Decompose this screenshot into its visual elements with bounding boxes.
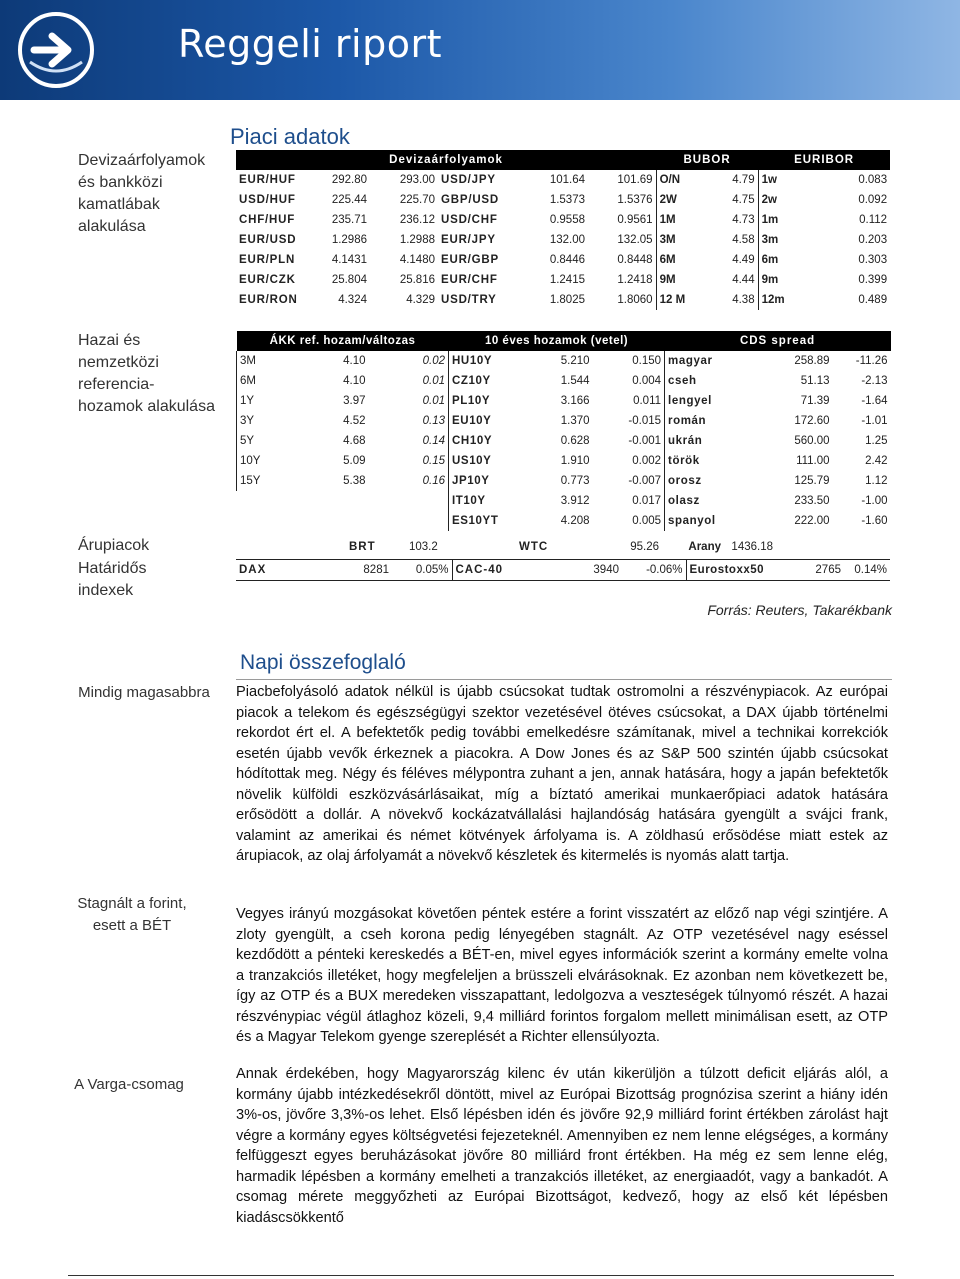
yield-cell: olasz — [665, 491, 771, 511]
yield-cell: PL10Y — [449, 391, 531, 411]
fx-cell: 225.70 — [399, 194, 435, 206]
fx-cell: 4.1431 — [331, 254, 367, 266]
fx-cell: 132.05 — [617, 234, 653, 246]
yield-cell: 0.004 — [632, 375, 662, 387]
yield-cell — [301, 491, 369, 511]
report-title: Reggeli riport — [178, 22, 442, 66]
yield-cell: 111.00 — [796, 455, 830, 467]
footer-rule — [68, 1275, 894, 1276]
yield-cell: US10Y — [449, 451, 531, 471]
fx-cell: 0.489 — [858, 294, 888, 306]
yield-cell: 0.005 — [632, 515, 662, 527]
fx-cell: EUR/CHF — [441, 274, 498, 286]
yield-cell: 0.011 — [633, 395, 662, 407]
fx-cell: EUR/RON — [239, 294, 298, 306]
fx-cell: 1.2415 — [549, 274, 585, 286]
fx-table-body — [236, 170, 890, 310]
sidebar-yields-label: Hazai és nemzetközi referencia- hozamok alakulása — [78, 332, 215, 415]
yield-cell: 1.12 — [865, 475, 888, 487]
index-change: -0.06% — [646, 564, 683, 576]
yield-cell: 0.017 — [632, 495, 662, 507]
yield-cell: 5Y — [237, 431, 301, 451]
yield-cell: -1.60 — [861, 515, 888, 527]
yield-cell: 3.166 — [560, 395, 590, 407]
yield-cell: 0.002 — [632, 455, 662, 467]
yield-cell: spanyol — [665, 511, 771, 531]
fx-cell: O/N — [656, 170, 710, 190]
summary-paragraph: Piacbefolyásoló adatok nélkül is újabb csúcsokat tudtak ostromolni a részvénypiacok. Az európai piacok a telekom és egészségügyi szektor vezetésével ötéves csúcsokat, a DAX újabb történelmi rekordot ért el. A befektetők pedig további emelkedésre számítanak, mivel a technikai korrekciók esetén újabb vevők érkeznek a piacokra. A Dow Jones és az S&P 500 szintén újabb csúcsokat hódítottak meg. Négy és féléves mélypontra zuhant a jen, annak hatására, hogy a japán befektetők növelik külföldi eszközvásárlásaikat, míg a bíztató amerikai munkaerőpiaci adatok hatására erősödött a dollár. A növekvő kockázatvállalási hajlandóság hatására gyengült a svájci frank, valamint az amerikai és német kötvények árfolyama is. A zöldhasú erősödése miatt estek az árupiacok, az olaj árfolyamát a növekvő készletek és kitermelés is nyomás alatt tartja. — [236, 684, 888, 864]
yield-cell: 0.15 — [422, 455, 446, 467]
euribor-header: EURIBOR — [758, 150, 890, 170]
yield-cell: 4.52 — [343, 415, 366, 427]
yield-cell: orosz — [665, 471, 771, 491]
yield-cell: 15Y — [237, 471, 301, 491]
yield-cell: román — [665, 411, 771, 431]
yield-cell: 0.16 — [422, 475, 446, 487]
fx-cell: 0.203 — [858, 234, 888, 246]
yield-cell: -11.26 — [855, 355, 888, 367]
commodity-name: Arany — [688, 541, 721, 553]
fx-cell: 1.2986 — [331, 234, 367, 246]
yield-row — [237, 411, 891, 431]
fx-cell: 2W — [656, 190, 710, 210]
yield-cell: -1.01 — [861, 415, 888, 427]
commodity-name: WTC — [519, 541, 549, 553]
fx-cell: 101.69 — [617, 174, 653, 186]
sidebar-fx-label: Devizaárfolyamok és bankközi kamatlábak alakulása — [78, 152, 206, 235]
fx-cell: 4.75 — [732, 194, 755, 206]
yield-cell: -0.001 — [628, 435, 662, 447]
yield-cell: 233.50 — [794, 495, 830, 507]
fx-cell: 0.8448 — [617, 254, 653, 266]
index-change: 0.14% — [854, 564, 887, 576]
fx-cell: 1.5376 — [617, 194, 653, 206]
yield-cell: 0.150 — [632, 355, 662, 367]
yield-cell: 1.370 — [560, 415, 590, 427]
fx-cell: 4.58 — [732, 234, 755, 246]
fx-cell: EUR/GBP — [441, 254, 499, 266]
fx-cell: USD/HUF — [239, 194, 296, 206]
fx-cell: 0.8446 — [549, 254, 585, 266]
yield-cell — [369, 491, 449, 511]
summary-title: Napi összefoglaló — [240, 651, 406, 674]
fx-cell: 0.083 — [858, 174, 888, 186]
yield-cell: -2.13 — [861, 375, 888, 387]
fx-cell: 1.8060 — [617, 294, 653, 306]
index-change: 0.05% — [415, 564, 449, 576]
summary-paragraph: Vegyes irányú mozgásokat követően péntek estére a forint visszatért az előző nap végi szintjére. A zloty gyengült, a cseh korona pedig lényegében stagnált. Az OTP vezetésével nagy eséssel kezdődött a pénteki kereskedés a BÉT-en, mivel egyes információk szerint a kormány emelte volna a tranzakciós illetéket, hogy megfeleljen a brüsszeli elvárásoknak. Ez azonban nem következett be, így az OTP és a BUX meredeken visszapattant, ledolgozva a veszteségek túlnyomó részét. A hazai részvénypiac végül átlaghoz közeli, 9,4 milliárd forintos forgalom mellett minimálisan esett, az OTP és a Magyar Telekom gyenge szereplését a Richter ellensúlyozta. — [236, 906, 888, 1045]
fx-cell: 1.2988 — [399, 234, 435, 246]
yield-cell: 560.00 — [794, 435, 830, 447]
yield-cell: CH10Y — [449, 431, 531, 451]
logo-icon — [16, 10, 96, 90]
yield-cell: JP10Y — [449, 471, 531, 491]
index-value: 8281 — [363, 564, 389, 576]
yield-cell — [237, 491, 301, 511]
yield-cell: EU10Y — [449, 411, 531, 431]
yield-table — [236, 331, 891, 531]
yield-cell: 4.10 — [343, 355, 366, 367]
fx-cell: USD/TRY — [441, 294, 497, 306]
futures-table — [236, 559, 890, 581]
header-banner — [0, 0, 960, 100]
yield-cell: 1.25 — [865, 435, 888, 447]
yield-cell: török — [665, 451, 771, 471]
yield-cell: 0.13 — [422, 415, 446, 427]
fx-row — [236, 170, 890, 190]
yield-cell: 0.01 — [422, 375, 446, 387]
fx-cell: 132.00 — [549, 234, 585, 246]
news-heading-2: Stagnált a forint, esett a BÉT — [77, 895, 187, 934]
news-heading-1: Mindig magasabbra — [78, 684, 210, 701]
fx-cell: 4.79 — [732, 174, 755, 186]
fx-cell: 1M — [656, 210, 710, 230]
yield-cell: 10Y — [237, 451, 301, 471]
commodity-value: 1436.18 — [731, 541, 773, 553]
summary-title-underline — [236, 679, 892, 680]
yield-cell: 71.39 — [800, 395, 830, 407]
source-note: Forrás: Reuters, Takarékbank — [707, 602, 892, 618]
fx-cell: USD/CHF — [441, 214, 498, 226]
fx-cell: 12m — [758, 290, 820, 310]
yield-cell: 2.42 — [865, 455, 888, 467]
yield-cell: 258.89 — [794, 355, 830, 367]
fx-cell: EUR/JPY — [441, 234, 496, 246]
yield-cell: CZ10Y — [449, 371, 531, 391]
yield-row — [237, 451, 891, 471]
yield-cell: 0.773 — [560, 475, 590, 487]
yield-row — [237, 471, 891, 491]
index-name: DAX — [239, 564, 267, 576]
fx-cell: 4.38 — [732, 294, 755, 306]
fx-cell: 1m — [758, 210, 820, 230]
summary-paragraph: Annak érdekében, hogy Magyarország kilenc év után kikerüljön a túlzott deficit eljárás alól, a kormány újabb intézkedésekről döntött, mivel az Európai Bizottság prognózisa szerint a hiány idén 3%-os, jövőre 3,3%-os lehet. Első lépésben idén és jövőre 92,9 milliárd forint értékben zárolást hajt végre a kormány egyes költségvetési fejezeteknél. Amennyiben ez nem lenne elégséges, a kormány felfüggeszt egyes beruházásokat jövőre 80 milliárd front értékben. Ha még ez sem lenne elég, harmadik lépésben a kormány emelheti a tranzakciós illetéket, az energiaadót, vagy a bankadót. A csomag mérete meggyőzheti az Európai Bizottságot, kedvező, hogy az első két lépésben kiadáscsökkentő — [236, 1066, 888, 1226]
yield-row — [237, 491, 891, 511]
fx-row — [236, 210, 890, 230]
fx-cell: 25.804 — [331, 274, 367, 286]
yield-cell: ES10YT — [449, 511, 531, 531]
fx-cell: 25.816 — [399, 274, 435, 286]
fx-cell: 1.2418 — [617, 274, 653, 286]
fx-cell: 4.73 — [732, 214, 755, 226]
fx-cell: 235.71 — [331, 214, 367, 226]
yield-table-header — [237, 331, 891, 351]
fx-cell: 9m — [758, 270, 820, 290]
yield-cell: 3.912 — [560, 495, 590, 507]
commodity-value: 95.26 — [630, 541, 659, 553]
fx-cell: 6M — [656, 250, 710, 270]
yield-cell: 5.210 — [560, 355, 590, 367]
fx-table-header — [236, 150, 890, 170]
yield-cell: 3.97 — [343, 395, 366, 407]
yield-cell — [369, 511, 449, 531]
fx-cell: 9M — [656, 270, 710, 290]
fx-cell: 2w — [758, 190, 820, 210]
fx-cell: 225.44 — [331, 194, 367, 206]
yield-cell — [237, 511, 301, 531]
fx-cell: 0.303 — [858, 254, 888, 266]
fx-cell: 4.1480 — [399, 254, 435, 266]
fx-cell: 4.44 — [732, 274, 755, 286]
fx-cell: 1w — [758, 170, 820, 190]
yield-cell: IT10Y — [449, 491, 531, 511]
yield-row — [237, 391, 891, 411]
index-name: CAC-40 — [452, 560, 564, 581]
fx-cell: 101.64 — [549, 174, 585, 186]
fx-cell: 0.9558 — [549, 214, 585, 226]
fx-cell: 0.9561 — [617, 214, 653, 226]
fx-cell: 292.80 — [331, 174, 367, 186]
fx-cell: EUR/USD — [239, 234, 297, 246]
sidebar-commodities-label: Árupiacok — [78, 537, 150, 554]
sidebar-futures-label: Határidős indexek — [78, 560, 147, 599]
yield-cell: 172.60 — [794, 415, 830, 427]
yield-cell: 4.68 — [343, 435, 366, 447]
commodities-table — [236, 537, 776, 557]
section-title: Piaci adatok — [230, 124, 350, 149]
fx-cell: 12 M — [656, 290, 710, 310]
yield-cell: 125.79 — [794, 475, 830, 487]
fx-cell: 0.399 — [858, 274, 888, 286]
fx-cell: 3m — [758, 230, 820, 250]
fx-row — [236, 190, 890, 210]
yield-cell: 3Y — [237, 411, 301, 431]
fx-row — [236, 270, 890, 290]
yield-cell: -0.015 — [628, 415, 662, 427]
fx-cell: 4.49 — [732, 254, 755, 266]
fx-cell: 1.8025 — [549, 294, 585, 306]
fx-cell: 0.112 — [859, 214, 888, 226]
fx-cell: 4.329 — [406, 294, 435, 306]
yield-cell: -1.00 — [861, 495, 888, 507]
fx-cell: 293.00 — [399, 174, 435, 186]
yield-cell: 4.10 — [343, 375, 366, 387]
fx-cell: 0.092 — [858, 194, 888, 206]
yield-cell: 1.544 — [560, 375, 590, 387]
akk-header: ÁKK ref. hozam/változas — [237, 331, 449, 351]
yield-cell: HU10Y — [449, 351, 531, 371]
yield-cell: 4.208 — [560, 515, 590, 527]
yield-row — [237, 371, 891, 391]
yield-cell: 0.628 — [560, 435, 590, 447]
yield-cell: 5.38 — [343, 475, 366, 487]
fx-cell: 3M — [656, 230, 710, 250]
yield-cell: 0.02 — [422, 355, 446, 367]
fx-cell: EUR/CZK — [239, 274, 296, 286]
yield-cell: lengyel — [665, 391, 771, 411]
yield-cell: 1Y — [237, 391, 301, 411]
yield-cell: 51.13 — [800, 375, 830, 387]
yield-cell — [301, 511, 369, 531]
fx-cell: GBP/USD — [441, 194, 499, 206]
bubor-header: BUBOR — [656, 150, 758, 170]
fx-cell: 236.12 — [399, 214, 435, 226]
fx-row — [236, 290, 890, 310]
fx-cell: USD/JPY — [441, 174, 496, 186]
cds-header: CDS spread — [665, 331, 891, 351]
fx-row — [236, 250, 890, 270]
yield-cell: magyar — [665, 351, 771, 371]
yield-cell: 0.01 — [422, 395, 446, 407]
ten-year-header: 10 éves hozamok (vetel) — [449, 331, 665, 351]
yield-cell: -1.64 — [861, 395, 888, 407]
news-heading-3: A Varga-csomag — [74, 1076, 184, 1093]
yield-table-body — [237, 351, 891, 531]
yield-cell: 5.09 — [343, 455, 366, 467]
yield-cell: 222.00 — [794, 515, 830, 527]
index-name: Eurostoxx50 — [686, 560, 790, 581]
commodity-name: BRT — [349, 541, 376, 553]
yield-row — [237, 351, 891, 371]
fx-row — [236, 230, 890, 250]
yield-cell: 0.14 — [422, 435, 446, 447]
fx-cell: 4.324 — [338, 294, 367, 306]
fx-cell: CHF/HUF — [239, 214, 296, 226]
yield-cell: 3M — [237, 351, 301, 371]
fx-cell: 6m — [758, 250, 820, 270]
fx-cell: EUR/HUF — [239, 174, 296, 186]
fx-cell: 1.5373 — [549, 194, 585, 206]
yield-row — [237, 511, 891, 531]
index-value: 3940 — [593, 564, 619, 576]
commodity-value: 103.2 — [409, 541, 438, 553]
yield-row — [237, 431, 891, 451]
yield-cell: 1.910 — [560, 455, 590, 467]
fx-table — [236, 150, 890, 310]
yield-cell: cseh — [665, 371, 771, 391]
yield-cell: -0.007 — [628, 475, 662, 487]
index-value: 2765 — [815, 564, 841, 576]
fx-cell: EUR/PLN — [239, 254, 296, 266]
fx-header: Devizaárfolyamok — [236, 150, 656, 170]
yield-cell: 6M — [237, 371, 301, 391]
yield-cell: ukrán — [665, 431, 771, 451]
